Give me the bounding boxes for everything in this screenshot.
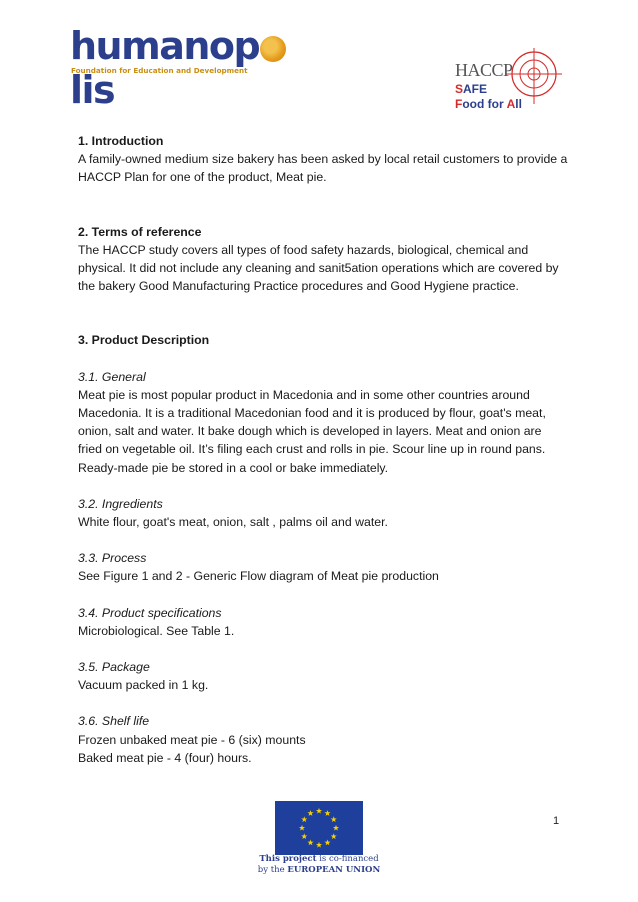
haccp-logo: [450, 48, 566, 118]
eu-star-icon: [333, 825, 339, 831]
package-text: Vacuum packed in 1 kg.: [78, 678, 209, 693]
eu-star-icon: [331, 816, 337, 822]
subheading-ingredients: 3.2. Ingredients: [78, 496, 163, 511]
process-text: See Figure 1 and 2 - Generic Flow diagram of Meat pie production: [78, 569, 439, 584]
eu-stars-icon: [275, 801, 363, 855]
globe-icon: [260, 36, 286, 62]
humanopolis-wordmark: humanoplis: [70, 24, 290, 112]
eu-note-line-1: This project is co-financed: [259, 854, 379, 864]
eu-star-icon: [307, 840, 313, 846]
subheading-shelf-life: 3.6. Shelf life: [78, 714, 150, 729]
eu-star-icon: [316, 842, 322, 848]
eu-star-icon: [307, 810, 313, 816]
eu-cofinancing-note: [240, 854, 398, 876]
section-heading-product: 3. Product Description: [78, 333, 210, 348]
eu-star-icon: [301, 833, 307, 839]
haccp-title: HACCP: [455, 60, 513, 80]
subheading-specifications: 3.4. Product specifications: [78, 605, 222, 620]
humanopolis-tagline: Foundation for Education and Development: [71, 66, 248, 75]
eu-flag-icon: [275, 801, 363, 855]
eu-star-icon: [316, 808, 322, 814]
terms-text: The HACCP study covers all types of food safety hazards, biological, chemical and physical. It did not include any cleaning and sanit5ation operations which are covered by the bakery Good Manufacturing Practice procedures and Good Hygiene practice.: [78, 242, 559, 294]
section-heading-introduction: 1. Introduction: [78, 134, 164, 148]
general-text: Meat pie is most popular product in Macedonia and in some other countries around Macedonia. It is a traditional Macedonian food and it is produced by flour, goat's meat, onion, salt and water. It bake dough which is developed in layers. Meat and onion are fried on vegetable oil. It’s filing each crust and rolls in pie. Scour line up in round pans. Ready-made pie be stored in a cool or bake immediately.: [78, 387, 546, 475]
page-number: 1: [553, 815, 560, 827]
shelf-life-line-1: Frozen unbaked meat pie - 6 (six) mounts: [78, 732, 306, 747]
eu-star-icon: [324, 810, 330, 816]
eu-star-icon: [324, 840, 330, 846]
humanopolis-logo: [70, 24, 290, 112]
introduction-text: A family-owned medium size bakery has been asked by local retail customers to provide a HACCP Plan for one of the product, Meat pie.: [78, 152, 568, 185]
subheading-general: 3.1. General: [78, 369, 146, 384]
specifications-text: Microbiological. See Table 1.: [78, 623, 235, 638]
shelf-life-line-2: Baked meat pie - 4 (four) hours.: [78, 750, 252, 765]
document-body: [78, 132, 568, 767]
section-heading-terms: 2. Terms of reference: [78, 224, 202, 239]
eu-note-line-2: by the EUROPEAN UNION: [257, 865, 381, 875]
eu-star-icon: [301, 816, 307, 822]
subheading-package: 3.5. Package: [78, 660, 150, 675]
subheading-process: 3.3. Process: [78, 551, 147, 566]
eu-star-icon: [331, 833, 337, 839]
eu-star-icon: [299, 825, 305, 831]
haccp-food-line: Food for All: [455, 97, 522, 111]
haccp-safe-line: SAFE: [455, 82, 488, 96]
ingredients-text: White flour, goat's meat, onion, salt , palms oil and water.: [78, 515, 388, 530]
